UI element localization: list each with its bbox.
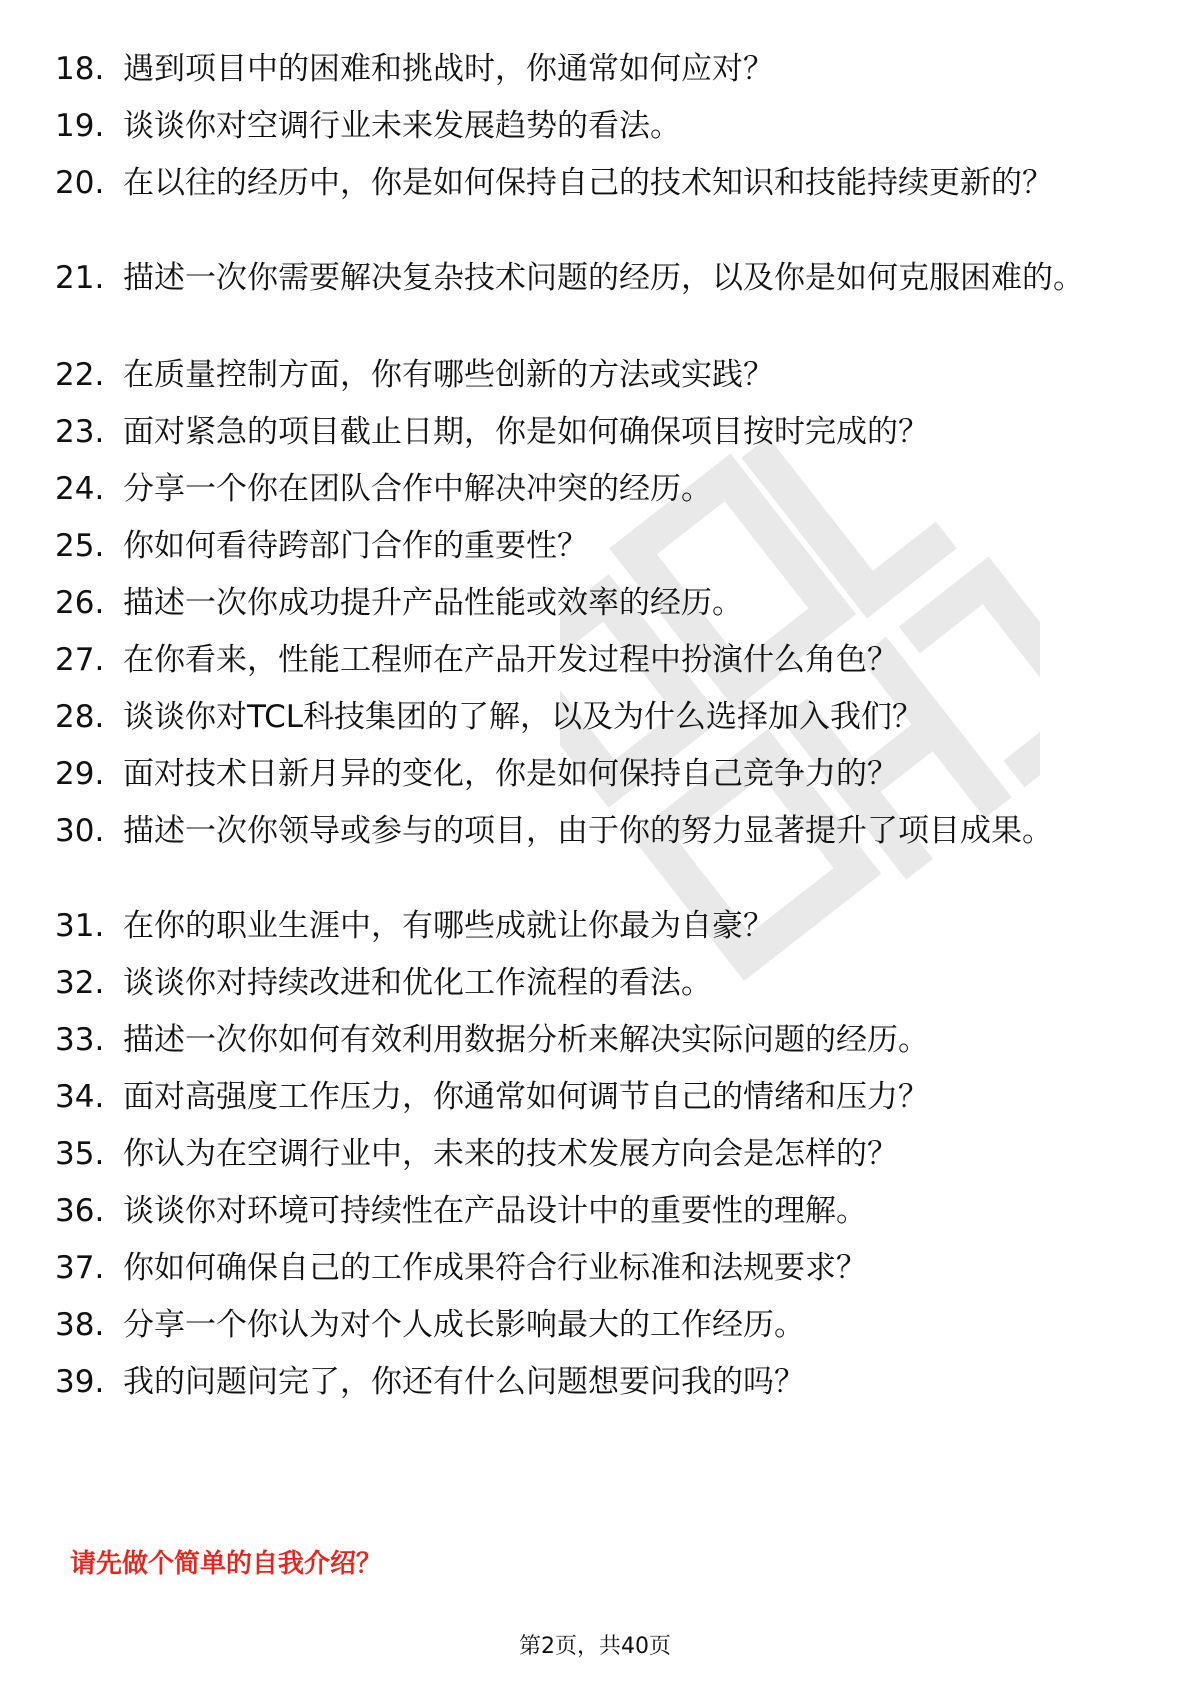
question-number: 32. [55, 965, 105, 1001]
question-number: 33. [55, 1022, 105, 1058]
question-item [55, 1077, 1115, 1117]
question-text: 在你的职业生涯中，有哪些成就让你最为自豪？ [123, 908, 774, 944]
question-number: 18. [55, 51, 105, 87]
question-text: 分享一个你在团队合作中解决冲突的经历。 [123, 471, 712, 507]
question-text: 谈谈你对TCL科技集团的了解，以及为什么选择加入我们？ [123, 699, 924, 735]
question-number: 36. [55, 1193, 105, 1229]
question-number: 26. [55, 585, 105, 621]
question-item [55, 811, 1115, 851]
question-number: 23. [55, 414, 105, 450]
question-number: 21. [55, 260, 105, 296]
question-item [55, 1305, 1115, 1345]
intro-question-heading: 请先做个简单的自我介绍？ [70, 1549, 383, 1579]
question-item [55, 526, 1115, 566]
question-number: 39. [55, 1364, 105, 1400]
question-text: 面对紧急的项目截止日期，你是如何确保项目按时完成的？ [123, 414, 929, 450]
question-text: 你如何确保自己的工作成果符合行业标准和法规要求？ [123, 1250, 867, 1286]
question-text: 谈谈你对环境可持续性在产品设计中的重要性的理解。 [123, 1193, 867, 1229]
question-number: 20. [55, 165, 105, 201]
question-item [55, 906, 1115, 946]
question-text: 遇到项目中的困难和挑战时，你通常如何应对？ [123, 51, 774, 87]
question-item [55, 355, 1115, 395]
question-number: 29. [55, 756, 105, 792]
question-item [55, 1134, 1115, 1174]
question-text: 在以往的经历中，你是如何保持自己的技术知识和技能持续更新的？ [123, 165, 1053, 201]
question-item [55, 1248, 1115, 1288]
question-number: 30. [55, 813, 105, 849]
page-footer: 第2页，共40页 [519, 1634, 671, 1659]
question-number: 25. [55, 528, 105, 564]
question-item [55, 106, 1115, 146]
question-item [55, 754, 1115, 794]
question-item [55, 583, 1115, 623]
question-text: 我的问题问完了，你还有什么问题想要问我的吗？ [123, 1364, 805, 1400]
question-number: 22. [55, 357, 105, 393]
question-text: 你如何看待跨部门合作的重要性？ [123, 528, 588, 564]
question-item [55, 1020, 1115, 1060]
question-number: 28. [55, 699, 105, 735]
question-number: 35. [55, 1136, 105, 1172]
question-item [55, 697, 1115, 737]
question-text: 面对技术日新月异的变化，你是如何保持自己竞争力的？ [123, 756, 898, 792]
question-text: 谈谈你对空调行业未来发展趋势的看法。 [123, 108, 681, 144]
question-item [55, 640, 1115, 680]
question-number: 31. [55, 908, 105, 944]
question-text: 在质量控制方面，你有哪些创新的方法或实践？ [123, 357, 774, 393]
question-text: 描述一次你需要解决复杂技术问题的经历，以及你是如何克服困难的。 [123, 260, 1084, 296]
question-text: 在你看来，性能工程师在产品开发过程中扮演什么角色？ [123, 642, 898, 678]
question-number: 27. [55, 642, 105, 678]
question-text: 你认为在空调行业中，未来的技术发展方向会是怎样的？ [123, 1136, 898, 1172]
question-text: 描述一次你成功提升产品性能或效率的经历。 [123, 585, 743, 621]
question-text: 分享一个你认为对个人成长影响最大的工作经历。 [123, 1307, 805, 1343]
question-item [55, 49, 1115, 89]
question-number: 38. [55, 1307, 105, 1343]
question-item [55, 963, 1115, 1003]
question-text: 谈谈你对持续改进和优化工作流程的看法。 [123, 965, 712, 1001]
question-item [55, 1362, 1115, 1402]
question-text: 面对高强度工作压力，你通常如何调节自己的情绪和压力？ [123, 1079, 929, 1115]
question-number: 24. [55, 471, 105, 507]
question-text: 描述一次你如何有效利用数据分析来解决实际问题的经历。 [123, 1022, 929, 1058]
question-item [55, 1191, 1115, 1231]
question-number: 37. [55, 1250, 105, 1286]
question-number: 19. [55, 108, 105, 144]
question-item [55, 258, 1115, 298]
question-item [55, 412, 1115, 452]
question-number: 34. [55, 1079, 105, 1115]
question-item [55, 163, 1115, 203]
question-text: 描述一次你领导或参与的项目，由于你的努力显著提升了项目成果。 [123, 813, 1053, 849]
question-item [55, 469, 1115, 509]
